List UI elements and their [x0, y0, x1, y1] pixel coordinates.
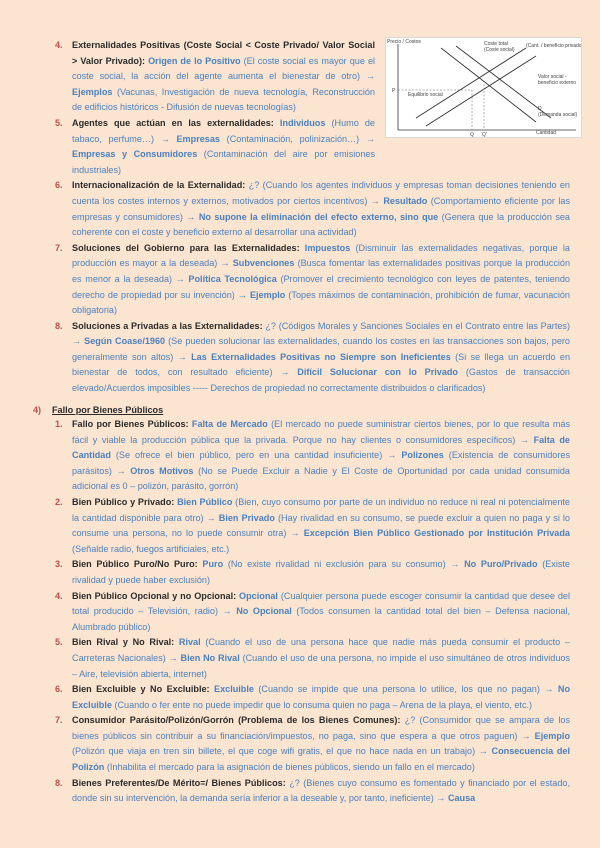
item-heading: Bien Rival y No Rival: — [72, 637, 179, 648]
list-item — [0, 557, 600, 588]
item-text: (Genera que la producción sea coherente con el coste y beneficio externo al desarrollar una actividad) — [72, 211, 570, 238]
graph-label-cost: Coste total — [484, 41, 508, 47]
graph-label-p: P — [392, 88, 396, 94]
item-keyword: Polizones — [401, 450, 444, 461]
item-text: ¿? (Códigos Morales y Sanciones Sociales en el Contrato entre las Partes) → — [72, 320, 570, 347]
item-number: 5. — [55, 117, 63, 128]
section-title: Fallo por Bienes Públicos — [52, 405, 164, 415]
item-text: (Gastos de transacción elevado/Acuerdos imposibles ----- Derechos de propiedad no correctamente distribuidos o clarificados) — [72, 367, 570, 394]
graph-label-equilibrium: Equilibrio social — [408, 92, 443, 98]
item-keyword: No supone la eliminación del efecto externo, sino que — [198, 211, 439, 222]
item-number: 4. — [55, 590, 63, 601]
item-keyword: Ejemplos — [72, 86, 113, 97]
section-number: 4) — [33, 405, 42, 415]
list-item — [0, 495, 600, 557]
item-keyword: Excluible — [214, 684, 254, 695]
item-keyword: Otros Motivos — [130, 465, 194, 476]
externalities-list — [0, 38, 600, 397]
item-heading: Bienes Preferentes/De Mérito=/ Bienes Públicos: — [72, 777, 290, 788]
item-heading: Bien Público Puro/No Puro: — [72, 559, 203, 570]
item-heading: Bien Público Opcional y no Opcional: — [72, 590, 240, 601]
public-goods-list — [0, 417, 600, 807]
item-number: 1. — [55, 419, 63, 429]
item-text: ¿? (Cuando los agentes individuos y empresas toman decisiones teniendo en cuenta los costes internos y externos, motivados por ciertos incentivos) → — [72, 180, 570, 206]
item-heading: Bien Público y Privado: — [72, 496, 178, 507]
item-text: (Todos consumen la cantidad total del bien – Defensa nacional, Alumbrado público) — [72, 606, 570, 632]
item-number: 2. — [55, 496, 63, 507]
item-text: (Se ofrece el bien público, pero en una cantidad insuficiente) → — [110, 450, 402, 461]
item-keyword: Difícil Solucionar con lo Privado — [297, 367, 458, 378]
list-item — [0, 776, 600, 807]
list-item — [0, 116, 600, 178]
item-text: (Comportamiento eficiente por las empresas y consumidores) → — [72, 195, 570, 222]
graph-label-q2: Q' — [482, 132, 487, 137]
item-heading: Agentes que actúan en las externalidades: — [72, 117, 280, 128]
graph-label-demand: (Demanda social) — [538, 112, 578, 118]
item-heading: Internacionalización de la Externalidad: — [72, 180, 249, 191]
item-heading: Fallo por Bienes Públicos: — [72, 419, 192, 429]
item-heading: Bien Excluible y No Excluible: — [72, 684, 215, 695]
item-text: (Polizón que viaja en tren sin billete, el que coge wifi gratis, el que no hace nada en un trabajo) → — [72, 746, 492, 757]
item-text: (Vacunas, Investigación de nueva tecnología, Reconstrucción de edificios históricos - Difusión de nuevas tecnologías) — [72, 86, 375, 113]
item-number: 6. — [55, 684, 63, 695]
graph-label-private: (Cant. / beneficio privado) — [526, 43, 581, 49]
item-text: (Cuando o fer ente no puede impedir que lo consuma quien no paga – Arena de la playa, el viento, etc.) — [111, 699, 533, 710]
item-keyword: Subvenciones — [232, 258, 295, 269]
item-number: 4. — [55, 40, 63, 50]
list-item — [0, 319, 600, 397]
item-keyword: Consecuencia del Polizón — [72, 746, 570, 773]
item-text: (Bien, cuyo consumo por parte de un individuo no reduce ni real ni potencialmente la cantidad disponible para otro) → — [72, 496, 570, 523]
item-keyword: Empresas y Consumidores — [72, 149, 198, 160]
item-keyword: Bien Público — [177, 496, 233, 507]
item-keyword: No Excluible — [72, 684, 571, 710]
item-keyword: Individuos — [279, 117, 326, 128]
item-keyword: Ejemplo — [534, 730, 570, 741]
item-keyword: Resultado — [383, 195, 428, 206]
graph-y-label: Precio / Costos — [387, 39, 421, 45]
item-keyword: Empresas — [176, 133, 220, 144]
item-text: (El mercado no puede suministrar ciertos bienes, por lo que resulta más fácil y viable la producción pública que la privada. Porque no hay clientes o consumidores específicos) → — [72, 419, 570, 445]
item-text: ¿? (Bienes cuyo consumo es fomentado y financiado por el estado, donde sin su intervención, la demanda sería inferior a la deseable y, por tanto, ineficiente) → — [72, 777, 570, 804]
item-text: (No existe rivalidad ni exclusión para su consumo) → — [223, 559, 465, 570]
item-keyword: Falta de Cantidad — [72, 434, 570, 461]
item-keyword: No Opcional — [236, 606, 292, 617]
item-text: ¿? (Consumidor que se ampara de los bienes públicos sin contribuir a su financiación/impuestos, no paga, sino que espera a que otros paguen) → — [72, 715, 570, 741]
item-keyword: Rival — [178, 637, 201, 648]
item-text: (Señalde radio, fuegos artificiales, etc.) — [72, 543, 230, 554]
item-number: 8. — [55, 777, 63, 788]
item-number: 7. — [55, 242, 63, 253]
list-item — [0, 713, 600, 775]
item-keyword: Impuestos — [304, 242, 351, 253]
list-item — [0, 178, 600, 240]
item-heading: Soluciones a Privadas a las Externalidades: — [72, 320, 266, 331]
item-heading: Consumidor Parásito/Polizón/Gorrón (Problema de los Bienes Comunes): — [72, 715, 405, 726]
item-heading: Externalidades Positivas (Coste Social < Coste Privado/ Valor Social > Valor Privado): — [72, 40, 375, 66]
item-keyword: No Puro/Privado — [464, 559, 538, 570]
item-text: (Existe rivalidad y puede haber exclusión) — [72, 559, 570, 585]
item-text: (No se Puede Excluir a Nadie y El Coste de Oportunidad por cada unidad consumida adicional es 0 – polizón, parásito, gorrón) — [72, 465, 570, 492]
item-text: (Si se llega un acuerdo en bienestar de todos, con resultado eficiente) → — [72, 351, 571, 378]
item-keyword: Opcional — [239, 590, 278, 601]
list-item — [0, 38, 600, 116]
item-keyword: Bien Privado — [218, 512, 275, 523]
item-keyword: Política Tecnológica — [188, 273, 277, 284]
item-text: (Humo de tabaco, perfume…) → — [72, 117, 375, 144]
item-text: (Cuando se impide que una persona lo utilice, los que no pagan) → — [253, 684, 558, 695]
item-heading: Soluciones del Gobierno para las Externalidades: — [72, 242, 305, 253]
item-text: (Disminuir las externalidades negativas, porque la producción es mayor a la deseada) → — [72, 242, 570, 269]
item-text: (Cuando el uso de una persona, no impide el uso simultáneo de otros individuos – Aire, televisión abierta, internet) — [72, 652, 570, 679]
graph-label-q: Q — [470, 132, 474, 137]
graph-x-label: Cantidad — [536, 130, 557, 136]
item-text: (Promover el crecimiento tecnológico con leyes de patentes, teniendo derecho de propiedad por su invención) → — [72, 273, 570, 300]
item-number: 5. — [55, 637, 63, 648]
item-text: (Hay rivalidad en su consumo, se puede excluir a quien no paga y si lo consume una persona, no lo puede consumir otra) → — [72, 512, 570, 539]
graph-label-d: D — [538, 106, 542, 112]
list-item — [0, 589, 600, 636]
item-text: (Cualquier persona puede escoger consumir la cantidad que desee del total producido – Televisión, radio) → — [72, 590, 570, 617]
list-item — [0, 417, 600, 495]
item-text: (Existencia de consumidores parásitos) → — [72, 450, 570, 476]
list-item — [0, 682, 600, 713]
item-keyword: Puro — [202, 559, 224, 570]
list-item — [0, 241, 600, 319]
graph-label-external: Valor social - — [538, 74, 567, 80]
item-text: (Contaminación, polinización…) → — [219, 133, 375, 144]
item-keyword: Origen de lo Positivo — [148, 55, 241, 66]
item-number: 8. — [55, 320, 63, 331]
item-keyword: Según Coase/1960 — [84, 336, 166, 347]
item-number: 7. — [55, 715, 63, 726]
item-text: (Cuando el uso de una persona hace que nadie más pueda consumir el producto – Carreteras Nacionales) → — [72, 637, 570, 663]
item-keyword: Ejemplo — [249, 289, 286, 300]
item-text: (Contaminación del aire por emisiones industriales) — [72, 149, 375, 175]
list-item — [0, 635, 600, 682]
item-text: (Topes máximos de contaminación, prohibición de fumar, vacunación obligatoria) — [72, 289, 570, 316]
item-text: (El coste social es mayor que el coste social, la acción del agente aumenta el bienestar de otro) → — [72, 55, 376, 82]
graph-label-external2: beneficio externo — [538, 80, 577, 86]
item-keyword: Bien No Rival — [180, 652, 240, 663]
item-text: (Inhabilita el mercado para la asignación de bienes públicos, siendo un fallo en el mercado) — [104, 762, 475, 773]
item-keyword: Excepción Bien Público Gestionado por Institución Privada — [303, 528, 570, 539]
item-number: 6. — [55, 180, 63, 191]
item-keyword: Causa — [447, 793, 476, 804]
item-text: (Busca fomentar las externalidades positivas porque la producción es menor a la deseada) → — [72, 258, 571, 284]
item-keyword: Las Externalidades Positivas no Siempre son Ineficientes — [191, 351, 451, 362]
item-number: 3. — [55, 559, 63, 570]
item-keyword: Falta de Mercado — [191, 419, 268, 429]
graph-label-social: (Coste social) — [484, 47, 515, 53]
item-text: (Se pueden solucionar las externalidades, cuando los costes en las transacciones son bajos, pero generalmente son altos) → — [72, 336, 570, 362]
